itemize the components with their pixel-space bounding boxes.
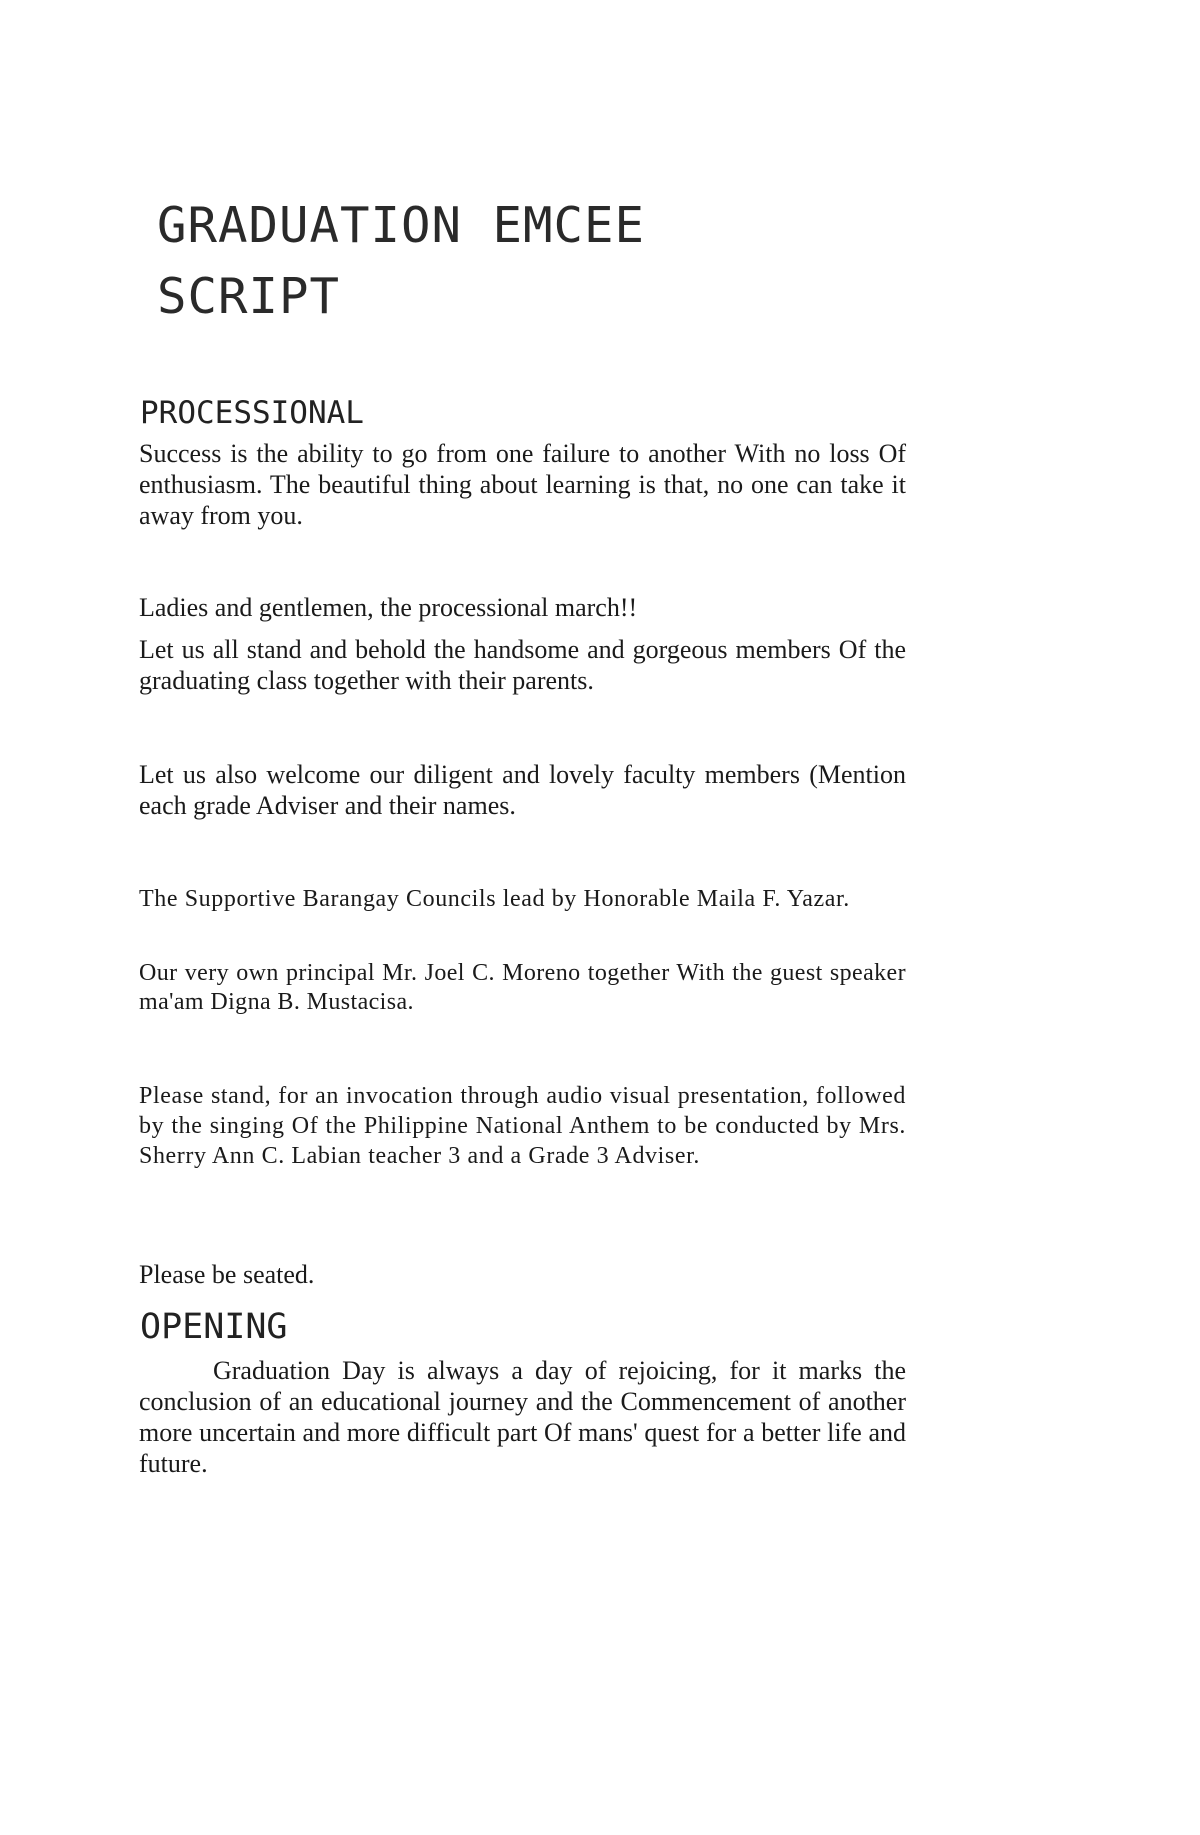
section-heading-processional: PROCESSIONAL: [140, 395, 364, 431]
section-heading-opening: OPENING: [140, 1307, 288, 1347]
paragraph-graduation-day: Graduation Day is always a day of rejoicing, for it marks the conclusion of an educational journey and the Commencement of another more uncertain and more difficult part Of mans' quest for a better life and future.: [139, 1356, 906, 1478]
paragraph-invocation-anthem: Please stand, for an invocation through audio visual presentation, followed by the singing Of the Philippine National Anthem to be conducted by Mrs. Sherry Ann C. Labian teacher 3 and a Grade 3 Adviser.: [139, 1083, 906, 1169]
paragraph-principal-speaker: Our very own principal Mr. Joel C. Moreno together With the guest speaker ma'am Digna B. Mustacisa.: [139, 960, 906, 1015]
paragraph-barangay-councils: The Supportive Barangay Councils lead by Honorable Maila F. Yazar.: [139, 886, 850, 912]
paragraph-welcome-faculty: Let us also welcome our diligent and lovely faculty members (Mention each grade Adviser and their names.: [139, 760, 906, 820]
paragraph-please-be-seated: Please be seated.: [139, 1260, 315, 1289]
paragraph-success-quote: Success is the ability to go from one failure to another With no loss Of enthusiasm. The beautiful thing about learning is that, no one can take it away from you.: [139, 439, 906, 530]
document-title: [157, 190, 857, 332]
paragraph-stand-behold: Let us all stand and behold the handsome and gorgeous members Of the graduating class together with their parents.: [139, 635, 906, 695]
paragraph-processional-march: Ladies and gentlemen, the processional march!!: [139, 593, 638, 622]
title-line-1: GRADUATION EMCEE: [157, 197, 646, 254]
title-line-2: SCRIPT: [157, 268, 341, 325]
